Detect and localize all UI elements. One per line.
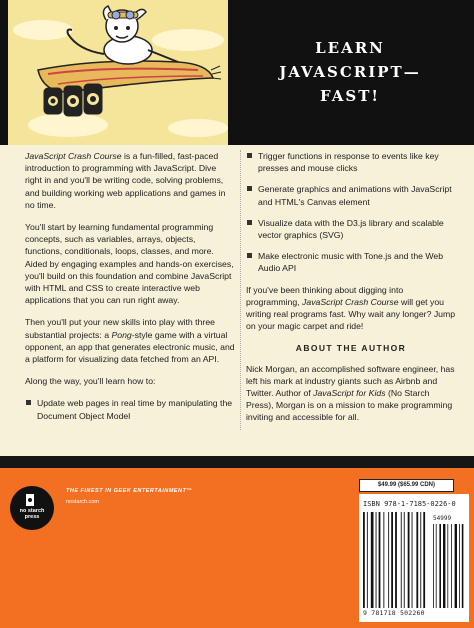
barcode-digits: 9 781718 502260 — [363, 609, 425, 617]
isbn-barcode — [359, 494, 469, 622]
learn-how-paragraph: Along the way, you'll learn how to: — [25, 376, 156, 387]
cover-headline — [240, 36, 460, 108]
prior-book-italic: JavaScript for Kids — [313, 388, 386, 399]
fundamentals-paragraph: You'll start by learning fundamental programming concepts, such as variables, arrays, objects, functions, conditionals, loops, classes, and more. Aided by engaging examples and hands-on exercises, you'll build on this foundation and combine JavaScript with HTML and CSS to create interactive web applications that you can run right away. — [25, 222, 234, 306]
flying-carpet-illustration — [8, 0, 228, 145]
left-column — [25, 150, 235, 431]
bullet-item: Generate graphics and animations with JavaScript and HTML's Canvas element — [246, 183, 456, 207]
price-supplement: 54999 — [433, 515, 452, 522]
closing-text-b: will get you writing real programs fast. Why wait any longer? Jump on your magic carpet and ride! — [246, 296, 456, 332]
headline-line-3: FAST! — [320, 87, 380, 105]
author-bio — [246, 363, 456, 424]
projects-text-a: Then you'll put your new skills into play with three substantial projects: a — [25, 317, 215, 340]
footer-black-strip — [0, 456, 474, 468]
right-column — [246, 150, 456, 434]
pong-italic: Pong — [111, 329, 132, 340]
book-title-italic: JavaScript Crash Course — [25, 151, 122, 161]
projects-paragraph — [25, 316, 235, 365]
bullet-item: Visualize data with the D3.js library and scalable vector graphics (SVG) — [246, 217, 456, 241]
about-author-heading: ABOUT THE AUTHOR — [295, 343, 407, 354]
no-starch-logo — [10, 486, 54, 530]
bullet-item: Update web pages in real time by manipulating the Document Object Model — [25, 397, 235, 421]
publisher-website: nostarch.com — [66, 499, 100, 505]
column-divider — [240, 150, 241, 430]
book-title-italic: JavaScript Crash Course — [302, 296, 399, 307]
bio-text-b: (No Starch Press), Morgan is on a mission to make programming inviting and accessible for all. — [246, 388, 453, 423]
projects-text-b: -style game with a virtual opponent, an app that generates electronic music, and a platform for visualizing data fetched from an API. — [25, 329, 235, 365]
publisher-tagline: THE FINEST IN GEEK ENTERTAINMENT™ — [66, 488, 193, 494]
isbn-text: ISBN 978-1-7185-0226-0 — [363, 500, 456, 508]
cover-top-band — [0, 0, 474, 145]
closing-text-a: If you've been thinking about digging into programming, — [246, 284, 404, 307]
bio-text-a: Nick Morgan, an accomplished software engineer, has left his mark at industry giants such as Airbnb and Twitter. Author of — [246, 363, 455, 399]
headline-line-2: JAVASCRIPT— — [279, 63, 421, 81]
logo-text — [10, 508, 54, 520]
price-label: $49.99 ($65.99 CDN) — [359, 479, 454, 492]
closing-paragraph — [246, 284, 456, 333]
bullet-item: Make electronic music with Tone.js and the Web Audio API — [246, 250, 456, 274]
bullet-item: Trigger functions in response to events like key presses and mouse clicks — [246, 150, 456, 174]
intro-paragraph — [25, 150, 235, 211]
headline-line-1: LEARN — [315, 39, 385, 57]
barcode-bars — [363, 512, 465, 608]
logo-line-1: no starch — [19, 508, 45, 514]
intro-text: is a fun-filled, fast-paced introduction to programming with JavaScript. Dive right in and you'll be writing code, solving problems, and building working web applications and games in no time. — [25, 151, 226, 210]
logo-line-2: press — [24, 514, 40, 520]
